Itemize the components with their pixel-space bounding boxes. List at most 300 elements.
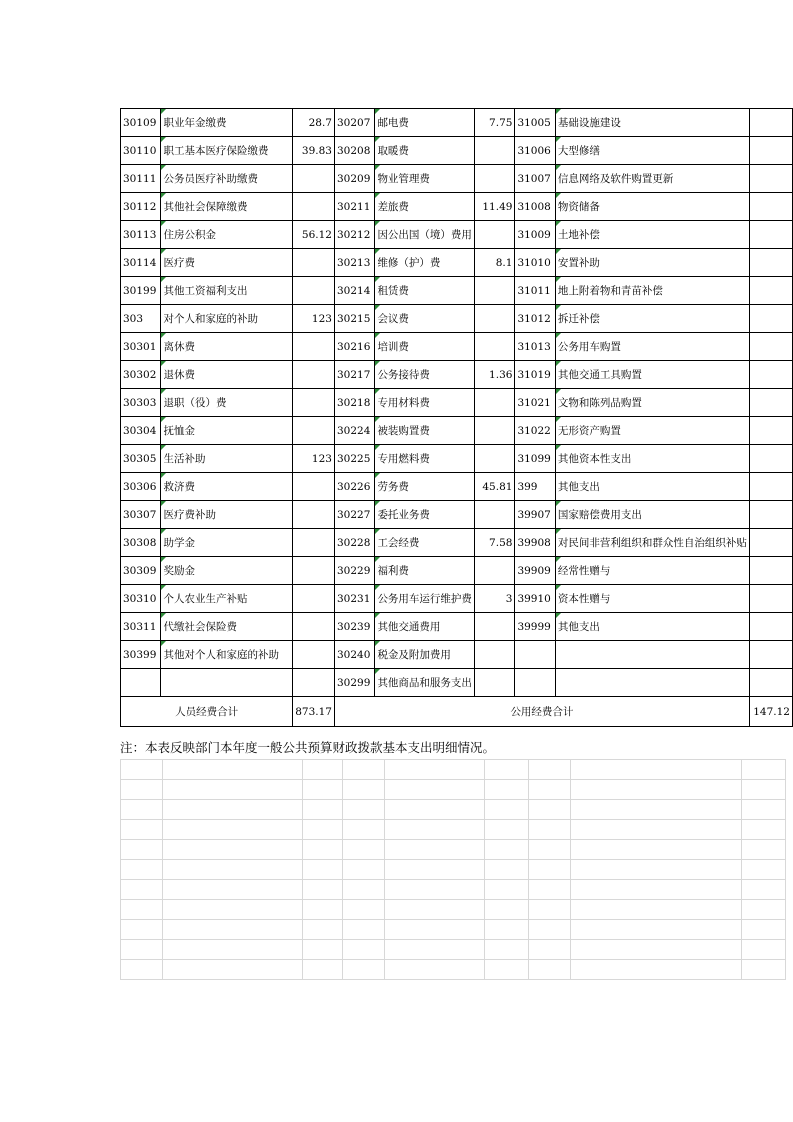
grid-cell — [385, 920, 485, 940]
item-name: 专用燃料费 — [375, 445, 475, 473]
item-code: 30216 — [334, 333, 374, 361]
item-code: 30311 — [121, 613, 161, 641]
item-code: 30229 — [334, 557, 374, 585]
grid-cell — [385, 800, 485, 820]
item-name: 租赁费 — [375, 277, 475, 305]
item-amount — [475, 613, 515, 641]
grid-row — [121, 920, 786, 940]
item-code: 31011 — [515, 277, 555, 305]
item-amount — [749, 613, 792, 641]
item-name: 职工基本医疗保险缴费 — [161, 137, 293, 165]
item-amount — [293, 193, 335, 221]
item-amount — [475, 557, 515, 585]
grid-row — [121, 840, 786, 860]
item-amount — [749, 361, 792, 389]
grid-cell — [163, 820, 303, 840]
item-code: 31022 — [515, 417, 555, 445]
item-code: 30307 — [121, 501, 161, 529]
item-name: 其他对个人和家庭的补助 — [161, 641, 293, 669]
item-code — [121, 669, 161, 697]
grid-cell — [529, 820, 571, 840]
grid-cell — [742, 940, 786, 960]
item-name: 其他支出 — [555, 613, 749, 641]
grid-cell — [343, 840, 385, 860]
item-amount — [475, 501, 515, 529]
item-code: 30227 — [334, 501, 374, 529]
item-name: 抚恤金 — [161, 417, 293, 445]
grid-cell — [343, 800, 385, 820]
item-amount — [293, 389, 335, 417]
item-name: 公务接待费 — [375, 361, 475, 389]
item-amount — [749, 473, 792, 501]
grid-cell — [742, 860, 786, 880]
item-code: 30112 — [121, 193, 161, 221]
grid-cell — [385, 940, 485, 960]
item-code: 30211 — [334, 193, 374, 221]
grid-cell — [303, 840, 343, 860]
table-row — [121, 585, 793, 613]
item-code: 30309 — [121, 557, 161, 585]
item-amount — [293, 333, 335, 361]
grid-row — [121, 760, 786, 780]
item-amount — [749, 165, 792, 193]
grid-cell — [121, 920, 163, 940]
table-row — [121, 221, 793, 249]
item-code: 30304 — [121, 417, 161, 445]
grid-cell — [385, 880, 485, 900]
grid-cell — [529, 880, 571, 900]
table-row — [121, 165, 793, 193]
item-amount — [293, 165, 335, 193]
table-row — [121, 333, 793, 361]
table-row — [121, 501, 793, 529]
grid-cell — [303, 800, 343, 820]
item-code: 30302 — [121, 361, 161, 389]
grid-row — [121, 900, 786, 920]
item-amount: 8.1 — [475, 249, 515, 277]
item-name: 其他商品和服务支出 — [375, 669, 475, 697]
table-row — [121, 137, 793, 165]
grid-cell — [303, 780, 343, 800]
grid-cell — [343, 940, 385, 960]
grid-row — [121, 960, 786, 980]
item-code: 30113 — [121, 221, 161, 249]
item-name: 助学金 — [161, 529, 293, 557]
grid-cell — [571, 780, 742, 800]
grid-cell — [303, 960, 343, 980]
item-code: 30114 — [121, 249, 161, 277]
item-code: 30301 — [121, 333, 161, 361]
grid-cell — [163, 840, 303, 860]
grid-cell — [485, 860, 529, 880]
grid-cell — [571, 820, 742, 840]
item-amount — [293, 417, 335, 445]
item-amount — [475, 641, 515, 669]
grid-cell — [343, 780, 385, 800]
table-row — [121, 361, 793, 389]
personnel-total-value: 873.17 — [293, 697, 335, 727]
item-name: 代缴社会保险费 — [161, 613, 293, 641]
expenditure-table-container — [120, 108, 793, 727]
grid-cell — [571, 840, 742, 860]
grid-cell — [529, 800, 571, 820]
grid-cell — [121, 760, 163, 780]
grid-cell — [742, 840, 786, 860]
item-name: 信息网络及软件购置更新 — [555, 165, 749, 193]
grid-row — [121, 780, 786, 800]
item-amount — [475, 165, 515, 193]
grid-row — [121, 940, 786, 960]
grid-cell — [163, 860, 303, 880]
item-name: 公务员医疗补助缴费 — [161, 165, 293, 193]
item-amount — [749, 529, 792, 557]
item-amount — [475, 137, 515, 165]
item-name: 邮电费 — [375, 109, 475, 137]
item-name: 退休费 — [161, 361, 293, 389]
grid-cell — [343, 960, 385, 980]
grid-cell — [529, 900, 571, 920]
item-code: 30303 — [121, 389, 161, 417]
item-code: 31099 — [515, 445, 555, 473]
item-amount — [749, 221, 792, 249]
item-code: 30111 — [121, 165, 161, 193]
item-name: 其他交通费用 — [375, 613, 475, 641]
item-code: 30209 — [334, 165, 374, 193]
grid-cell — [121, 900, 163, 920]
item-code: 30199 — [121, 277, 161, 305]
item-name: 被装购置费 — [375, 417, 475, 445]
item-amount — [749, 137, 792, 165]
item-name: 工会经费 — [375, 529, 475, 557]
grid-cell — [385, 900, 485, 920]
item-amount: 45.81 — [475, 473, 515, 501]
public-total-value: 147.12 — [749, 697, 792, 727]
item-name: 对民间非营利组织和群众性自治组织补贴 — [555, 529, 749, 557]
item-code: 30399 — [121, 641, 161, 669]
grid-cell — [529, 920, 571, 940]
grid-cell — [343, 900, 385, 920]
item-code: 30306 — [121, 473, 161, 501]
grid-cell — [343, 760, 385, 780]
grid-cell — [121, 840, 163, 860]
grid-cell — [343, 860, 385, 880]
item-amount — [475, 277, 515, 305]
item-amount — [749, 277, 792, 305]
item-code: 30228 — [334, 529, 374, 557]
grid-cell — [742, 900, 786, 920]
grid-cell — [121, 820, 163, 840]
grid-cell — [343, 820, 385, 840]
item-name: 差旅费 — [375, 193, 475, 221]
grid-cell — [163, 780, 303, 800]
item-code: 30239 — [334, 613, 374, 641]
item-code: 30110 — [121, 137, 161, 165]
item-amount: 7.75 — [475, 109, 515, 137]
table-row — [121, 613, 793, 641]
grid-cell — [303, 940, 343, 960]
grid-cell — [385, 960, 485, 980]
item-name: 其他社会保障缴费 — [161, 193, 293, 221]
item-name: 委托业务费 — [375, 501, 475, 529]
table-row — [121, 669, 793, 697]
item-name: 税金及附加费用 — [375, 641, 475, 669]
grid-cell — [485, 920, 529, 940]
grid-cell — [121, 800, 163, 820]
item-amount: 11.49 — [475, 193, 515, 221]
item-amount — [293, 277, 335, 305]
item-amount: 39.83 — [293, 137, 335, 165]
item-name: 生活补助 — [161, 445, 293, 473]
item-name: 基础设施建设 — [555, 109, 749, 137]
grid-cell — [121, 880, 163, 900]
grid-cell — [485, 960, 529, 980]
item-name: 离休费 — [161, 333, 293, 361]
item-name: 资本性赠与 — [555, 585, 749, 613]
grid-cell — [163, 960, 303, 980]
item-amount — [749, 641, 792, 669]
item-amount — [749, 445, 792, 473]
item-name: 公务用车运行维护费 — [375, 585, 475, 613]
item-name: 因公出国（境）费用 — [375, 221, 475, 249]
item-name: 拆迁补偿 — [555, 305, 749, 333]
grid-cell — [121, 860, 163, 880]
grid-cell — [529, 840, 571, 860]
item-name: 国家赔偿费用支出 — [555, 501, 749, 529]
grid-cell — [485, 820, 529, 840]
item-name: 地上附着物和青苗补偿 — [555, 277, 749, 305]
grid-cell — [742, 780, 786, 800]
item-name: 福利费 — [375, 557, 475, 585]
grid-cell — [343, 880, 385, 900]
item-code: 31008 — [515, 193, 555, 221]
item-amount — [749, 193, 792, 221]
grid-cell — [571, 920, 742, 940]
item-code: 30224 — [334, 417, 374, 445]
item-name: 其他工资福利支出 — [161, 277, 293, 305]
item-name — [161, 669, 293, 697]
expenditure-table — [120, 108, 793, 727]
grid-cell — [163, 940, 303, 960]
item-amount — [475, 669, 515, 697]
grid-cell — [529, 860, 571, 880]
item-code: 30308 — [121, 529, 161, 557]
item-amount — [293, 613, 335, 641]
table-row — [121, 557, 793, 585]
grid-cell — [303, 820, 343, 840]
item-code: 30214 — [334, 277, 374, 305]
item-name: 其他支出 — [555, 473, 749, 501]
item-amount: 123 — [293, 305, 335, 333]
item-code: 30231 — [334, 585, 374, 613]
grid-cell — [485, 800, 529, 820]
item-code: 399 — [515, 473, 555, 501]
item-amount — [475, 417, 515, 445]
grid-cell — [303, 900, 343, 920]
item-amount — [293, 249, 335, 277]
item-name: 退职（役）费 — [161, 389, 293, 417]
item-amount — [293, 585, 335, 613]
totals-row — [121, 697, 793, 727]
item-code: 30299 — [334, 669, 374, 697]
item-code: 30212 — [334, 221, 374, 249]
item-code: 30218 — [334, 389, 374, 417]
item-amount — [749, 669, 792, 697]
grid-cell — [303, 760, 343, 780]
table-row — [121, 193, 793, 221]
grid-cell — [485, 880, 529, 900]
item-amount — [293, 641, 335, 669]
item-code: 303 — [121, 305, 161, 333]
grid-cell — [571, 900, 742, 920]
item-amount: 123 — [293, 445, 335, 473]
item-code: 30109 — [121, 109, 161, 137]
item-amount — [749, 305, 792, 333]
grid-cell — [385, 860, 485, 880]
item-amount: 1.36 — [475, 361, 515, 389]
item-amount — [475, 445, 515, 473]
grid-cell — [742, 920, 786, 940]
item-code: 39908 — [515, 529, 555, 557]
item-code: 30213 — [334, 249, 374, 277]
table-row — [121, 305, 793, 333]
item-amount — [475, 221, 515, 249]
grid-cell — [529, 760, 571, 780]
grid-cell — [485, 840, 529, 860]
grid-row — [121, 880, 786, 900]
table-row — [121, 529, 793, 557]
expenditure-table-body — [121, 109, 793, 697]
grid-cell — [485, 940, 529, 960]
grid-cell — [742, 800, 786, 820]
grid-cell — [385, 840, 485, 860]
item-amount: 28.7 — [293, 109, 335, 137]
item-name: 物业管理费 — [375, 165, 475, 193]
grid-cell — [529, 940, 571, 960]
item-name — [555, 641, 749, 669]
grid-cell — [163, 880, 303, 900]
item-code: 30217 — [334, 361, 374, 389]
item-code: 30240 — [334, 641, 374, 669]
item-code: 31013 — [515, 333, 555, 361]
grid-cell — [485, 900, 529, 920]
grid-cell — [485, 760, 529, 780]
grid-cell — [529, 960, 571, 980]
item-amount — [293, 473, 335, 501]
grid-cell — [529, 780, 571, 800]
table-row — [121, 473, 793, 501]
grid-cell — [385, 820, 485, 840]
item-amount — [749, 109, 792, 137]
table-row — [121, 445, 793, 473]
item-name: 取暖费 — [375, 137, 475, 165]
item-amount — [749, 417, 792, 445]
grid-cell — [571, 880, 742, 900]
grid-row — [121, 800, 786, 820]
item-code — [515, 669, 555, 697]
grid-cell — [742, 760, 786, 780]
grid-cell — [121, 780, 163, 800]
item-code: 39999 — [515, 613, 555, 641]
grid-cell — [163, 920, 303, 940]
item-name: 会议费 — [375, 305, 475, 333]
item-name: 大型修缮 — [555, 137, 749, 165]
grid-row — [121, 860, 786, 880]
item-name: 无形资产购置 — [555, 417, 749, 445]
item-code — [515, 641, 555, 669]
grid-cell — [303, 920, 343, 940]
table-note: 注：本表反映部门本年度一般公共预算财政拨款基本支出明细情况。 — [120, 740, 496, 755]
grid-cell — [485, 780, 529, 800]
item-code: 31006 — [515, 137, 555, 165]
table-row — [121, 109, 793, 137]
grid-cell — [571, 760, 742, 780]
grid-cell — [385, 780, 485, 800]
table-row — [121, 417, 793, 445]
item-amount — [293, 501, 335, 529]
item-code: 30310 — [121, 585, 161, 613]
item-amount — [749, 333, 792, 361]
item-name: 对个人和家庭的补助 — [161, 305, 293, 333]
item-code: 30226 — [334, 473, 374, 501]
item-name: 专用材料费 — [375, 389, 475, 417]
item-amount: 7.58 — [475, 529, 515, 557]
item-name: 住房公积金 — [161, 221, 293, 249]
table-row — [121, 249, 793, 277]
item-name: 奖励金 — [161, 557, 293, 585]
grid-cell — [303, 880, 343, 900]
item-name: 其他交通工具购置 — [555, 361, 749, 389]
item-code: 39909 — [515, 557, 555, 585]
item-amount — [475, 333, 515, 361]
item-code: 31005 — [515, 109, 555, 137]
item-name: 救济费 — [161, 473, 293, 501]
item-code: 31019 — [515, 361, 555, 389]
item-name — [555, 669, 749, 697]
table-row — [121, 277, 793, 305]
item-amount — [749, 557, 792, 585]
item-code: 31007 — [515, 165, 555, 193]
item-amount: 3 — [475, 585, 515, 613]
grid-cell — [163, 800, 303, 820]
item-code: 30215 — [334, 305, 374, 333]
table-row — [121, 389, 793, 417]
item-name: 土地补偿 — [555, 221, 749, 249]
item-name: 经常性赠与 — [555, 557, 749, 585]
grid-cell — [571, 940, 742, 960]
public-total-label: 公用经费合计 — [334, 697, 749, 727]
item-name: 个人农业生产补贴 — [161, 585, 293, 613]
item-name: 医疗费补助 — [161, 501, 293, 529]
item-name: 维修（护）费 — [375, 249, 475, 277]
grid-cell — [343, 920, 385, 940]
table-row — [121, 641, 793, 669]
item-amount — [749, 501, 792, 529]
item-code: 30207 — [334, 109, 374, 137]
item-name: 物资储备 — [555, 193, 749, 221]
item-amount — [293, 529, 335, 557]
item-name: 公务用车购置 — [555, 333, 749, 361]
item-amount — [293, 361, 335, 389]
item-code: 31021 — [515, 389, 555, 417]
grid-cell — [163, 760, 303, 780]
item-amount — [749, 389, 792, 417]
grid-cell — [571, 800, 742, 820]
item-amount — [293, 669, 335, 697]
item-amount — [749, 249, 792, 277]
grid-cell — [163, 900, 303, 920]
item-name: 劳务费 — [375, 473, 475, 501]
item-code: 30305 — [121, 445, 161, 473]
